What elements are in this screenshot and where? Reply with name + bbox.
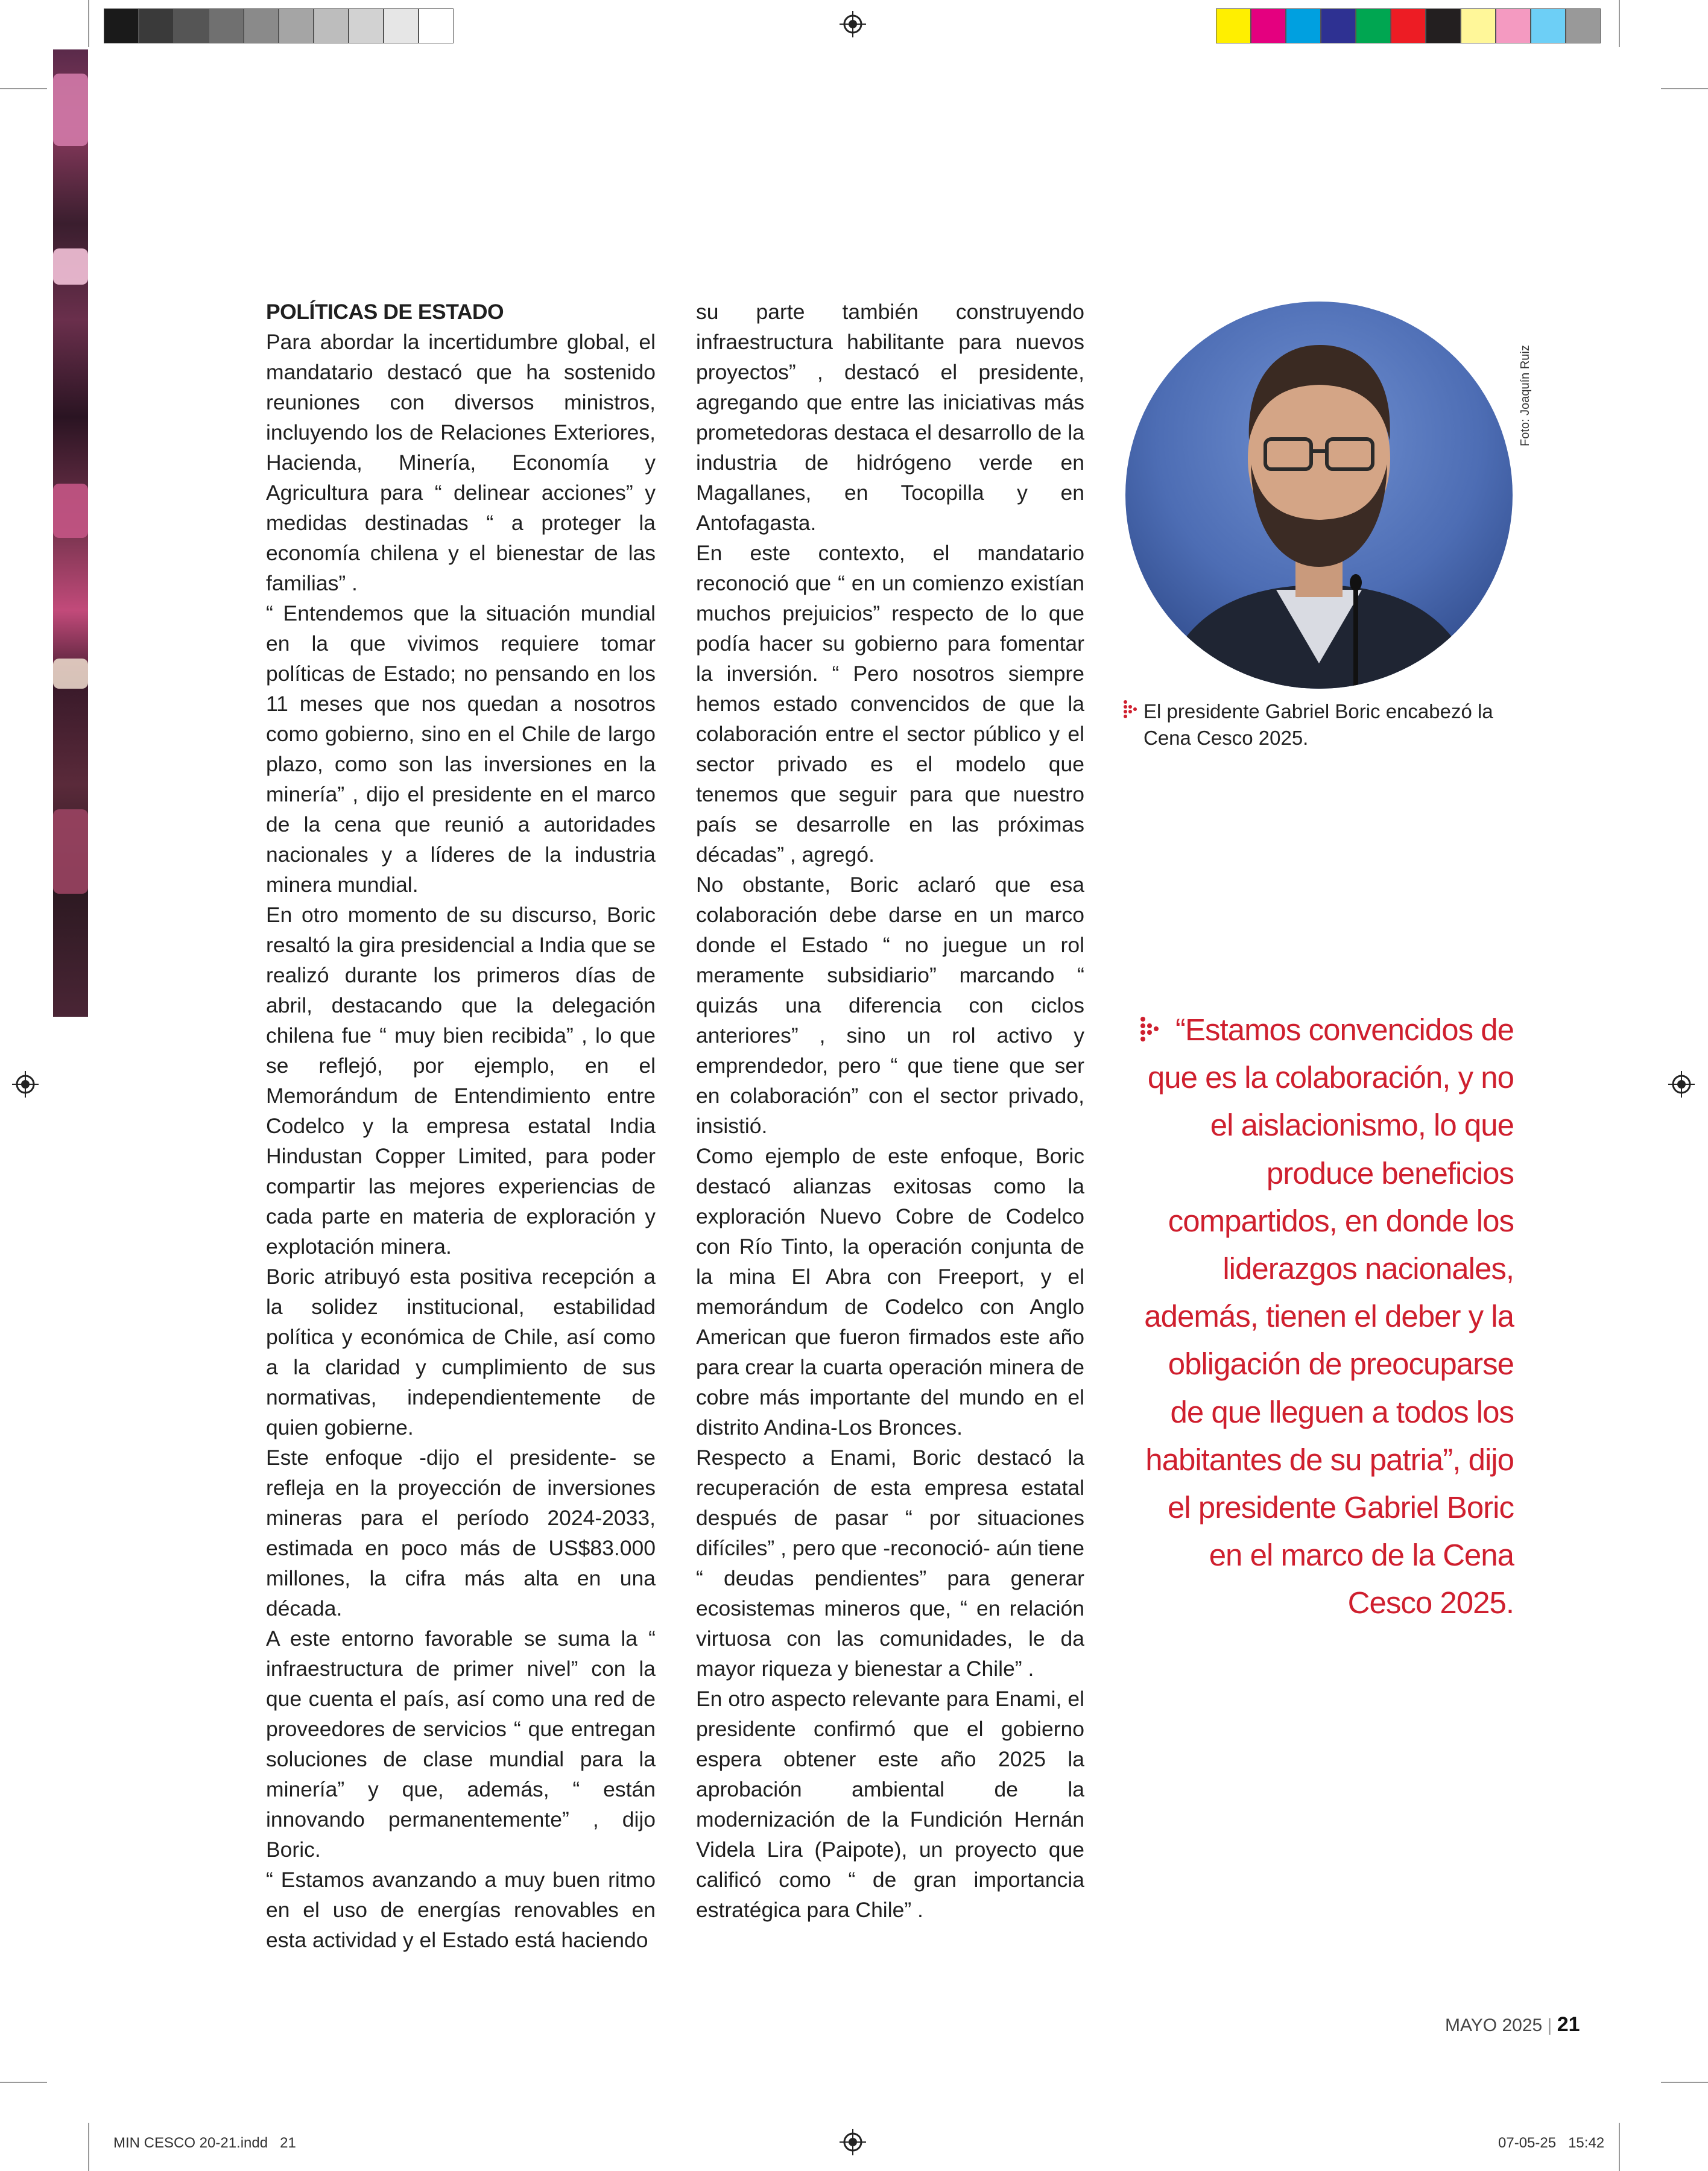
color-swatch xyxy=(1461,8,1496,43)
crop-mark xyxy=(0,2082,47,2083)
color-swatch xyxy=(1496,8,1531,43)
gray-swatch xyxy=(279,8,314,43)
photo-credit: Foto: Joaquín Ruiz xyxy=(1519,345,1532,446)
caption-text: El presidente Gabriel Boric encabezó la Cena Cesco 2025. xyxy=(1143,700,1493,749)
paragraph: Respecto a Enami, Boric destacó la recuperación de esta empresa estatal después de pasar “ por situaciones difíciles” , pero que -reconoció- aún tiene “ deudas pendientes” para generar ecosistemas mineros que, “ en relación virtuosa con las comunidades, le da mayor riqueza y bienestar a Chile” . xyxy=(696,1446,1084,1681)
color-swatch xyxy=(1356,8,1391,43)
gray-swatch xyxy=(314,8,349,43)
color-swatch xyxy=(1286,8,1321,43)
footer-divider: | xyxy=(1547,2015,1552,2035)
registration-mark-icon xyxy=(12,1071,39,1098)
page-footer xyxy=(1445,2013,1580,2037)
portrait-illustration xyxy=(1125,302,1513,689)
paragraph: Como ejemplo de este enfoque, Boric destacó alianzas exitosas como la exploración Nuevo Cobre de Codelco con Río Tinto, la operación conjunta de la mina El Abra con Freeport, y el memorándum de Codelco con Anglo American que fueron firmados este año para crear la cuarta operación minera de cobre más importante del mundo en el distrito Andina-Los Bronces. xyxy=(696,1144,1084,1439)
pull-quote-text: “Estamos convencidos de que es la colaboración, y no el aislacionismo, lo que produce beneficios compartidos, en donde los liderazgos nacionales, además, tienen el deber y la obligación de preocuparse de que lleguen a todos los habitantes de su patria”, dijo el presidente Gabriel Boric en el marco de la Cena Cesco 2025. xyxy=(1144,1013,1514,1620)
section-heading: POLÍTICAS DE ESTADO xyxy=(266,300,504,324)
page-number: 21 xyxy=(1557,2013,1580,2036)
paragraph: En este contexto, el mandatario reconoció que “ en un comienzo existían muchos prejuicios” respecto de lo que podía hacer su gobierno para fomentar la inversión. “ Pero nosotros siempre hemos estado convencidos de que la colaboración entre el sector público y el sector privado es el modelo que tenemos que seguir para que nuestro país se desarrolle en las próximas décadas” , agregó. xyxy=(696,541,1084,867)
bullet-dots-icon xyxy=(1123,698,1139,722)
photo-caption xyxy=(1123,698,1521,751)
gray-swatch xyxy=(104,8,139,43)
paragraph: “ Estamos avanzando a muy buen ritmo en el uso de energías renovables en esta actividad y el Estado está haciendo xyxy=(266,1868,656,1952)
registration-mark-icon xyxy=(840,11,866,37)
crop-mark xyxy=(88,2123,89,2171)
gray-swatch xyxy=(139,8,174,43)
paragraph: “ Entendemos que la situación mundial en la que vivimos requiere tomar políticas de Estado; no pensando en los 11 meses que nos quedan a nosotros como gobierno, sino en el Chile de largo plazo, como son las inversiones en la minería” , dijo el presidente en el marco de la cena que reunió a autoridades nacionales y a líderes de la industria minera mundial. xyxy=(266,601,656,897)
paragraph: su parte también construyendo infraestructura habilitante para nuevos proyectos” , destacó el presidente, agregando que entre las iniciativas más prometedoras destaca el desarrollo de la industria de hidrógeno verde en Magallanes, en Tocopilla y en Antofagasta. xyxy=(696,300,1084,535)
gray-swatch xyxy=(244,8,279,43)
paragraph: A este entorno favorable se suma la “ infraestructura de primer nivel” con la que cuenta el país, así como una red de proveedores de servicios “ que entregan soluciones de clase mundial para la minería” y que, además, “ están innovando permanentemente” , dijo Boric. xyxy=(266,1626,656,1862)
paragraph: Este enfoque -dijo el presidente- se refleja en la proyección de inversiones mineras para el período 2024-2033, estimada en poco más de US$83.000 millones, la cifra más alta en una década. xyxy=(266,1446,656,1620)
president-portrait-photo xyxy=(1125,302,1513,689)
crop-mark xyxy=(1661,2082,1708,2083)
color-swatch xyxy=(1426,8,1461,43)
color-swatch xyxy=(1391,8,1426,43)
article-column-2 xyxy=(696,297,1084,1925)
print-slug-date: 07-05-25 15:42 xyxy=(1498,2135,1605,2151)
paragraph: En otro aspecto relevante para Enami, el presidente confirmó que el gobierno espera obtener este año 2025 la aprobación ambiental de la modernización de la Fundición Hernán Videla Lira (Paipote), un proyecto que calificó como “ de gran importancia estratégica para Chile” . xyxy=(696,1687,1084,1922)
gray-swatch xyxy=(419,8,454,43)
crop-mark xyxy=(1661,88,1708,89)
pull-quote xyxy=(1140,1006,1514,1627)
paragraph: En otro momento de su discurso, Boric resaltó la gira presidencial a India que se realizó durante los primeros días de abril, destacando que la delegación chilena fue “ muy bien recibida” , lo que se reflejó, por ejemplo, en el Memorándum de Entendimiento entre Codelco y la empresa estatal India Hindustan Copper Limited, para poder compartir las mejores experiencias de cada parte en materia de exploración y explotación minera. xyxy=(266,903,656,1259)
registration-mark-icon xyxy=(840,2129,866,2155)
crop-mark xyxy=(0,88,47,89)
paragraph: Boric atribuyó esta positiva recepción a la solidez institucional, estabilidad política y económica de Chile, así como a la claridad y cumplimiento de sus normativas, independientemente de quien gobierne. xyxy=(266,1265,656,1439)
color-swatch xyxy=(1251,8,1286,43)
registration-mark-icon xyxy=(1668,1071,1695,1098)
facing-page-photo-strip xyxy=(53,49,88,1017)
color-swatch xyxy=(1321,8,1356,43)
paragraph: Para abordar la incertidumbre global, el mandatario destacó que ha sostenido reuniones con diversos ministros, incluyendo los de Relaciones Exteriores, Hacienda, Minería, Economía y Agricultura para “ delinear acciones” y medidas destinadas “ a proteger la economía chilena y el bienestar de las familias” . xyxy=(266,330,656,595)
gray-swatch xyxy=(209,8,244,43)
gray-swatch xyxy=(349,8,384,43)
gray-swatch xyxy=(174,8,209,43)
print-slug-file: MIN CESCO 20-21.indd 21 xyxy=(113,2135,296,2151)
article-column-1 xyxy=(266,297,656,1955)
bullet-dots-icon xyxy=(1140,1016,1160,1047)
crop-mark xyxy=(1619,0,1620,47)
issue-label: MAYO 2025 xyxy=(1445,2015,1543,2035)
crop-mark xyxy=(88,0,89,47)
crop-mark xyxy=(1619,2123,1620,2171)
grayscale-color-bar xyxy=(104,8,454,43)
color-swatch xyxy=(1216,8,1251,43)
color-swatch xyxy=(1531,8,1566,43)
gray-swatch xyxy=(384,8,419,43)
color-swatch xyxy=(1566,8,1601,43)
paragraph: No obstante, Boric aclaró que esa colaboración debe darse en un marco donde el Estado “ no juegue un rol meramente subsidiario” marcando “ quizás una diferencia con ciclos anteriores” , sino un rol activo y emprendedor, pero “ que tiene que ser en colaboración” con el sector privado, insistió. xyxy=(696,873,1084,1138)
process-color-bar xyxy=(1216,8,1601,43)
